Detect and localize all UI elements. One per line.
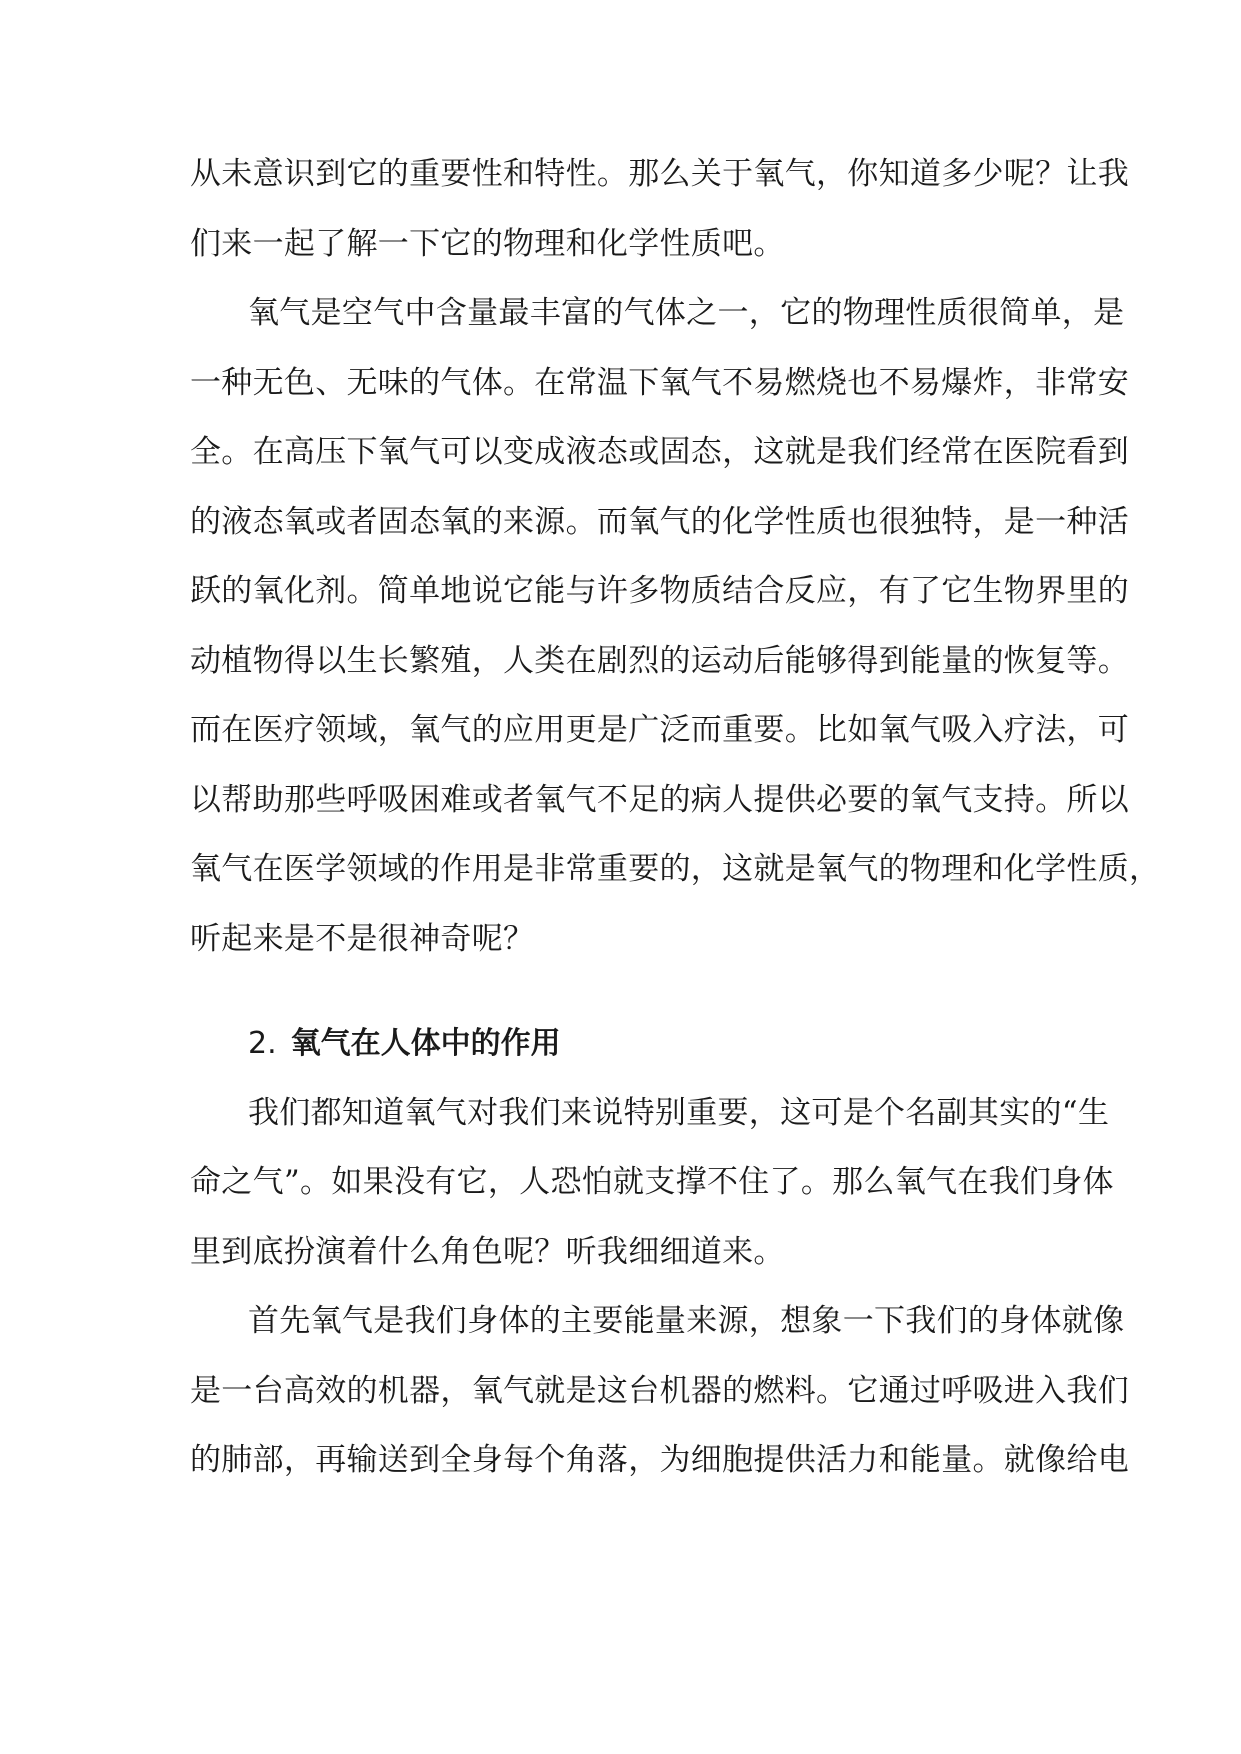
text-line: 我们都知道氧气对我们来说特别重要，这可是个名副其实的“生 bbox=[248, 1094, 1110, 1131]
text-line: 的液态氧或者固态氧的来源。而氧气的化学性质也很独特，是一种活 bbox=[190, 503, 1129, 540]
text-line: 氧气是空气中含量最丰富的气体之一，它的物理性质很简单，是 bbox=[248, 295, 1125, 331]
text-line: 氧气在医学领域的作用是非常重要的，这就是氧气的物理和化学性质， bbox=[190, 851, 1161, 887]
text-line: 全。在高压下氧气可以变成液态或固态，这就是我们经常在医院看到 bbox=[190, 434, 1129, 470]
section-spacer bbox=[190, 974, 1060, 1009]
text-line: 的肺部，再输送到全身每个角落，为细胞提供活力和能量。就像给电 bbox=[190, 1442, 1129, 1478]
text-line: 命之气”。如果没有它，人恐怕就支撑不住了。那么氧气在我们身体 bbox=[190, 1164, 1114, 1200]
text-line: 跃的氧化剂。简单地说它能与许多物质结合反应，有了它生物界里的 bbox=[190, 573, 1129, 609]
paragraph-4 bbox=[190, 1287, 1129, 1496]
text-line: 里到底扮演着什么角色呢？听我细细道来。 bbox=[190, 1233, 785, 1270]
paragraph-3 bbox=[190, 1079, 1114, 1288]
text-line: 以帮助那些呼吸困难或者氧气不足的病人提供必要的氧气支持。所以 bbox=[190, 781, 1129, 818]
section-title: 氧气在人体中的作用 bbox=[290, 1026, 561, 1061]
text-line: 听起来是不是很神奇呢？ bbox=[190, 920, 535, 957]
text-line: 是一台高效的机器，氧气就是这台机器的燃料。它通过呼吸进入我们 bbox=[190, 1372, 1129, 1409]
text-line: 首先氧气是我们身体的主要能量来源，想象一下我们的身体就像 bbox=[248, 1303, 1125, 1339]
paragraph-1 bbox=[190, 140, 1129, 279]
paragraph-2 bbox=[190, 279, 1161, 974]
section-heading bbox=[190, 1009, 1060, 1079]
text-line: 一种无色、无味的气体。在常温下氧气不易燃烧也不易爆炸，非常安 bbox=[190, 364, 1129, 401]
document-page bbox=[190, 140, 1161, 1496]
text-line: 动植物得以生长繁殖，人类在剧烈的运动后能够得到能量的恢复等。 bbox=[190, 642, 1129, 679]
section-number: 2. bbox=[248, 1026, 277, 1061]
text-line: 从未意识到它的重要性和特性。那么关于氧气，你知道多少呢？让我 bbox=[190, 156, 1129, 192]
text-line: 而在医疗领域，氧气的应用更是广泛而重要。比如氧气吸入疗法，可 bbox=[190, 712, 1129, 748]
text-line: 们来一起了解一下它的物理和化学性质吧。 bbox=[190, 225, 785, 262]
